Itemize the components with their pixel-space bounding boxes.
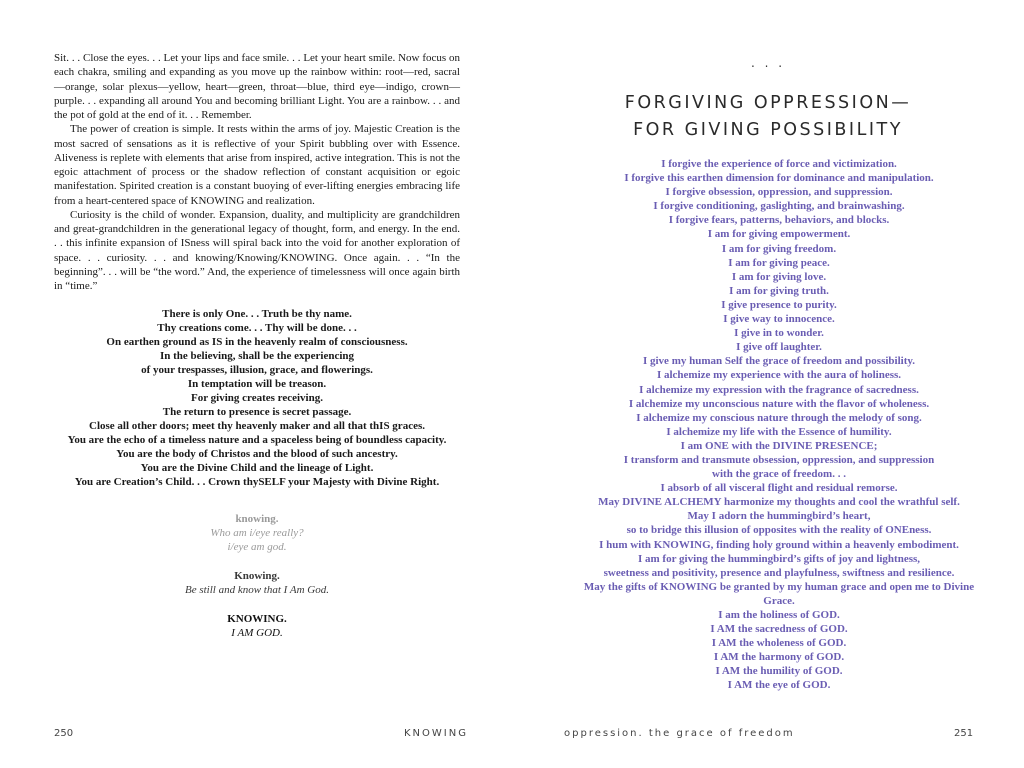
knowing-small-line: Who am i/eye really? xyxy=(210,527,304,539)
affirmation-line: I give off laughter. xyxy=(736,341,822,354)
affirmation-line: I am for giving truth. xyxy=(729,284,829,297)
poem-line: In temptation will be treason. xyxy=(187,378,327,390)
poem xyxy=(54,307,460,489)
poem-line: Thy creations come. . . Thy will be done. . . xyxy=(157,322,357,334)
chapter-title-line: FOR GIVING POSSIBILITY xyxy=(633,120,903,140)
knowing-medium-heading: Knowing. xyxy=(234,570,280,582)
affirmation-line: I AM the humility of GOD. xyxy=(715,665,843,678)
poem-line: of your trespasses, illusion, grace, and flowerings. xyxy=(141,364,373,376)
affirmation-line: May I adorn the hummingbird’s heart, xyxy=(687,510,871,523)
knowing-large-line: I AM GOD. xyxy=(231,627,283,639)
paragraph: The power of creation is simple. It rests within the arms of joy. Majestic Creation is the most sacred of sensations as it is reflective of your Spirit bubbling over with Essence. Aliveness is replete with elements that arise from inspired, active integration. This is not the egoic attachment of process or the shadow reflection of constant acquisition or egoic manifestation. Spirited creation is a constant buoying of ever-lifting energies embracing life from a heart-centered space of KNOWING and realization. xyxy=(54,123,460,207)
poem-line: You are Creation’s Child. . . Crown thySELF your Majesty with Divine Right. xyxy=(74,476,440,488)
poem-line: In the believing, shall be the experiencing xyxy=(159,350,355,362)
affirmations-list xyxy=(552,157,1006,693)
affirmation-line: with the grace of freedom. . . xyxy=(712,468,846,481)
running-head-left: KNOWING xyxy=(404,728,468,739)
affirmation-line: so to bridge this illusion of opposites with the reality of ONEness. xyxy=(626,524,932,537)
paragraph: Curiosity is the child of wonder. Expansion, duality, and multiplicity are grandchildren and great-grandchildren in the generational legacy of thought, form, and energy. In the end. . . this infinite expansion of ISness will spiral back into the void for another exploration of space. . . curiosity. . . and knowing/Knowing/KNOWING. Once again. . . “In the beginning”. . . will be “the word.” And, the experience of timelessness will once again birth in “time.” xyxy=(54,208,460,292)
affirmation-line: I alchemize my expression with the fragrance of sacredness. xyxy=(639,383,919,396)
poem-line: Close all other doors; meet thy heavenly maker and all that thIS graces. xyxy=(89,420,425,432)
affirmation-line: I forgive conditioning, gaslighting, and brainwashing. xyxy=(653,200,905,213)
affirmation-line: I alchemize my life with the Essence of humility. xyxy=(666,425,892,438)
knowing-small-heading: knowing. xyxy=(235,513,279,525)
knowing-medium-line: Be still and know that I Am God. xyxy=(184,584,329,596)
affirmation-line: I am for giving love. xyxy=(731,270,827,283)
chapter-title-line: FORGIVING OPPRESSION— xyxy=(624,93,912,113)
affirmation-line: I am for giving the hummingbird’s gifts of joy and lightness, xyxy=(637,552,921,565)
affirmation-line: I give way to innocence. xyxy=(723,313,835,326)
poem-line: For giving creates receiving. xyxy=(191,392,323,404)
affirmation-line: I give in to wonder. xyxy=(734,327,824,340)
affirmation-line: I AM the harmony of GOD. xyxy=(713,651,845,664)
poem-line: You are the Divine Child and the lineage of Light. xyxy=(140,462,374,474)
affirmation-line: I AM the eye of GOD. xyxy=(727,679,831,692)
knowing-large-heading: KNOWING. xyxy=(227,613,287,625)
affirmation-line: I give presence to purity. xyxy=(721,298,837,311)
affirmation-line: May the gifts of KNOWING be granted by my human grace and open me to Divine xyxy=(583,580,975,593)
left-body-text xyxy=(54,51,460,293)
affirmation-line: I forgive fears, patterns, behaviors, and blocks. xyxy=(668,214,890,227)
ornament: . . . xyxy=(750,56,786,70)
affirmation-line: I am for giving freedom. xyxy=(721,242,837,255)
affirmation-line: I forgive the experience of force and victimization. xyxy=(661,158,897,170)
affirmation-line: I alchemize my experience with the aura of holiness. xyxy=(656,369,902,382)
right-page xyxy=(512,0,1024,768)
knowing-small-block xyxy=(54,512,460,554)
affirmation-line: I am for giving peace. xyxy=(728,256,830,269)
knowing-large-block xyxy=(54,612,460,640)
affirmation-line: I am the holiness of GOD. xyxy=(718,609,840,621)
affirmation-line: I AM the sacredness of GOD. xyxy=(710,623,848,636)
affirmation-line: I absorb of all visceral flight and residual remorse. xyxy=(660,482,898,495)
knowing-medium-block xyxy=(54,569,460,597)
affirmation-line: I am ONE with the DIVINE PRESENCE; xyxy=(680,439,878,452)
affirmation-line: I forgive this earthen dimension for dominance and manipulation. xyxy=(624,172,934,185)
affirmation-line: I forgive obsession, oppression, and suppression. xyxy=(665,186,893,199)
affirmation-line: May DIVINE ALCHEMY harmonize my thoughts and cool the wrathful self. xyxy=(598,496,960,509)
affirmation-line: I am for giving empowerment. xyxy=(707,228,851,241)
paragraph: Sit. . . Close the eyes. . . Let your lips and face smile. . . Let your heart smile. Now focus on each chakra, smiling and expanding as you move up the rainbow within: root—red, sacral—orange, solar plexus—yellow, heart—green, throat—blue, third eye—indigo, crown—purple. . . expanding all around You and becoming brilliant Light. You are a rainbow. . . and the pot of gold at the end of it. . . Remember. xyxy=(54,52,460,121)
page-number-left: 250 xyxy=(54,728,74,739)
affirmation-line: Grace. xyxy=(763,594,795,607)
running-head-right: oppression. the grace of freedom xyxy=(564,728,795,739)
affirmation-line: I transform and transmute obsession, oppression, and suppression xyxy=(623,453,935,466)
page-number-right: 251 xyxy=(954,728,974,739)
affirmation-line: I alchemize my unconscious nature with the flavor of wholeness. xyxy=(628,397,930,410)
affirmation-line: I give my human Self the grace of freedom and possibility. xyxy=(642,355,916,368)
affirmation-line: I hum with KNOWING, finding holy ground within a heavenly embodiment. xyxy=(599,538,959,551)
poem-line: You are the body of Christos and the blood of such ancestry. xyxy=(116,448,398,460)
chapter-title xyxy=(512,90,1024,144)
affirmation-line: I AM the wholeness of GOD. xyxy=(711,637,847,650)
affirmation-line: I alchemize my conscious nature through the melody of song. xyxy=(636,411,922,424)
poem-line: There is only One. . . Truth be thy name. xyxy=(162,308,352,320)
poem-line: You are the echo of a timeless nature and a spaceless being of boundless capacity. xyxy=(67,434,447,446)
knowing-small-line: i/eye am god. xyxy=(227,541,287,553)
poem-line: On earthen ground as IS in the heavenly realm of consciousness. xyxy=(106,336,408,348)
affirmation-line: sweetness and positivity, presence and playfulness, swiftness and resilience. xyxy=(603,566,955,579)
poem-line: The return to presence is secret passage. xyxy=(162,406,352,418)
